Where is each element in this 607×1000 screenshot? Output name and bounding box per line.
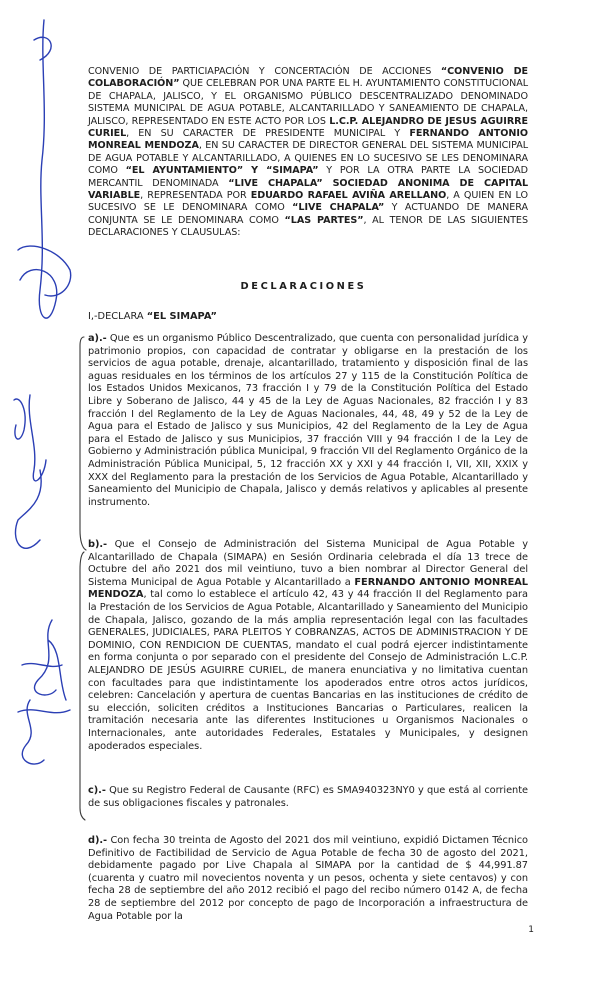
section-heading: DECLARACIONES [240,281,367,292]
declara-name: “EL SIMAPA” [146,311,217,322]
declara-line [88,311,217,322]
paragraph-b-text-1: Que el Consejo de Administración del Sistema Municipal de Agua Potable y Alcantarillado de Chapala (SIMAPA) en Sesión Ordinaria celebrada el día 13 trece de Octubre del año 2021 dos mil veintiuno, tuvo a bien nombrar al Director General del Sistema Municipal de Agua Potable y Alcantarillado a [88,539,528,588]
intro-bold-8: “LAS PARTES” [284,214,364,226]
intro-text-2: QUE CELEBRAN POR UNA PARTE EL H. AYUNTAMIENTO CONSTITUCIONAL DE CHAPALA, JALISCO, Y EL ORGANISMO PÚBLICO DESCENTRALIZADO DENOMINADO SISTEMA MUNICIPAL DE AGUA POTABLE, ALCANTARILLADO Y SANEAMIENTO DE CHAPALA, JALISCO, REPRESENTADO EN ESTE ACTO POR LOS [88,78,528,127]
paragraph-d-text: Con fecha 30 treinta de Agosto del 2021 dos mil veintiuno, expidió Dictamen Técnico Definitivo de Factibilidad de Servicio de Agua Potable de fecha 30 de agosto del 2021, debidamente pagado por Live Chapala al SIMAPA por la cantidad de $ 44,991.87 (cuarenta y cuatro mil novecientos noventa y un pesos, ochenta y siete centavos) y con fecha 28 de septiembre del año 2012 recibió el pago del recibo número 0142 A, de fecha 28 de septiembre del 2012 por concepto de pago de Incorporación a infraestructura de Agua Potable por la [88,835,528,922]
intro-bold-2: L.C.P. ALEJANDRO DE JESUS AGUIRRE CURIEL [88,115,528,140]
intro-bold-5: “LIVE CHAPALA” SOCIEDAD ANONIMA DE CAPITAL VARIABLE [88,177,529,202]
intro-bold-6: EDUARDO RAFAEL AVIÑA ARELLANO [250,190,447,202]
signature-top [20,20,57,318]
paragraph-b-label: b).- [88,539,108,550]
paragraph-d-label: d).- [88,835,108,846]
paragraph-d [88,835,528,923]
intro-text-9: , AL TENOR DE LAS SIGUIENTES DECLARACIONES Y CLAUSULAS: [88,214,528,239]
page-number: 1 [528,925,534,935]
intro-bold-7: “LIVE CHAPALA” [292,202,385,214]
intro-bold-1: “CONVENIO DE COLABORACIÓN” [88,66,528,90]
paragraph-b [88,539,528,753]
signature-bottom [22,620,66,764]
intro-text-3: , EN SU CARACTER DE PRESIDENTE MUNICIPAL Y [126,128,410,140]
paragraph-a [88,333,528,509]
paragraph-a-label: a).- [88,333,107,344]
paragraph-b-text-2: , tal como lo establece el artículo 42, 43 y 44 fracción II del Reglamento para la Prestación de los Servicios de Agua Potable, Alcantarillado y Saneamiento del Municipio de Chapala, Jalisco, gozando de la más amplia representación legal con las facultades GENERALES, JUDICIALES, PARA PLEITOS Y COBRANZAS, ACTOS DE ADMINISTRACION Y DE DOMINIO, CON RENDICION DE CUENTAS, mandato el cual podrá ejercer indistintamente en forma conjunta o por separado con el presidente del Consejo de Administración L.C.P. ALEJANDRO DE JESÚS AGUIRRE CURIEL, de manera enunciativa y no limitativa cuentan con facultades para que indistintamente los apoderados entre otros actos jurídicos, celebren: Cancelación y apertura de cuentas Bancarias en las instituciones de crédito de su elección, soliciten créditos a Instituciones Bancarias o Particulares, realicen la tramitación necesaria ante las diferentes Instituciones u Organismos Nacionales o Internacionales, ante autoridades Federales, Estatales y Municipales, y designen apoderados especiales. [88,589,528,752]
paragraph-b-name: FERNANDO ANTONIO MONREAL MENDOZA [88,576,528,601]
paragraph-c-text: Que su Registro Federal de Causante (RFC) es SMA940323NY0 y que está al corriente de sus obligaciones fiscales y patronales. [88,785,528,809]
intro-text-1: CONVENIO DE PARTICIAPACIÓN Y CONCERTACIÓN DE ACCIONES [88,66,441,77]
signature-bottom-strokes [18,664,70,713]
intro-bold-3: FERNANDO ANTONIO MONREAL MENDOZA [88,128,528,152]
margin-bracket [80,337,86,820]
intro-text-8: Y ACTUANDO DE MANERA CONJUNTA SE LE DENOMINARA COMO [88,202,529,226]
declara-prefix: I,-DECLARA [88,311,147,322]
intro-text-7: , A QUIEN EN LO SUCESIVO SE LE DENOMINARA COMO [88,190,529,214]
intro-text-6: , REPRESENTADA POR [140,190,251,202]
signature-middle [15,395,46,548]
intro-bold-4: “EL AYUNTAMIENTO” Y “SIMAPA” [125,165,319,177]
paragraph-c [88,785,528,810]
paragraph-a-text: Que es un organismo Público Descentralizado, que cuenta con personalidad jurídica y patrimonio propios, con capacidad de contratar y obligarse en la prestación de los servicios de agua potable, drenaje, alcantarillado, tratamiento y disposición final de las aguas residuales en los términos de los artículos 27 y 115 de la Constitución Política de los Estados Unidos Mexicanos, 73 fracción I y 79 de la Constitución Política del Estado Libre y Soberano de Jalisco, 44 y 45 de la Ley de Aguas Nacionales, 82 fracción I y 83 fracción I del Reglamento de la Ley de Aguas Nacionales, 44, 48, 49 y 52 de la Ley de Agua para el Estado de Jalisco y sus Municipios, 42 del Reglamento de la Ley de Agua para el Estado de Jalisco y sus Municipios, 37 fracción VIII y 94 fracción I de la Ley de Gobierno y Administración pública Municipal, 9 fracción VII del Reglamento Orgánico de la Administración Pública Municipal, 5, 12 fracción XX y XXI y 44 fracción I, VII, XII, XXIX y XXX del Reglamento para la prestación de los Servicios de Agua Potable, Alcantarillado y Saneamiento del Municipio de Chapala, Jalisco y demás relativos y aplicables al presente instrumento. [88,333,528,508]
intro-text-5: Y POR LA OTRA PARTE LA SOCIEDAD MERCANTIL DENOMINADA [88,165,528,189]
intro-paragraph [88,66,528,240]
intro-text-4: , EN SU CARACTER DE DIRECTOR GENERAL DEL SISTEMA MUNICIPAL DE AGUA POTABLE Y ALCANTARILLADO, A QUIENES EN LO SUCESIVO SE LES DENOMINARA COMO [88,140,529,177]
paragraph-c-label: c).- [88,785,106,796]
signature-middle-loop [14,399,25,439]
